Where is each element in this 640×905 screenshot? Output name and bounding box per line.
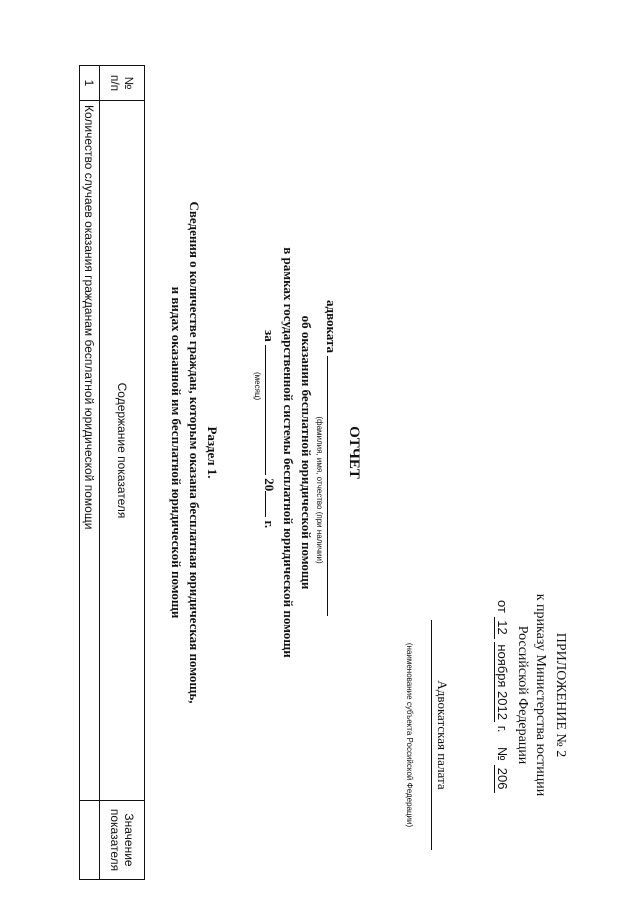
header-num	[100, 66, 145, 101]
period-caption: (месяц)	[253, 372, 262, 401]
section-heading-2: и видах оказанной им бесплатной юридической помощи	[169, 286, 184, 619]
chamber-name: Адвокатская палата	[431, 620, 450, 850]
annex-title: ПРИЛОЖЕНИЕ № 2	[553, 632, 568, 758]
report-subtitle-1: об оказании бесплатной юридической помощи	[299, 315, 314, 590]
table-header-row	[100, 66, 145, 880]
annex-order-line: к приказу Министерства юстиции	[533, 593, 548, 797]
section-title: Раздел 1.	[205, 426, 220, 479]
section-heading-1: Сведения о количестве граждан, которым оказана бесплатная юридическая помощь,	[187, 201, 202, 704]
header-content: Содержание показателя	[100, 101, 145, 801]
date-prefix: от	[495, 600, 510, 613]
period-year-prefix: 20	[262, 478, 277, 492]
header-value-line1: Значение	[122, 813, 136, 867]
date-suffix: г.	[495, 725, 510, 733]
order-number: 206	[494, 765, 510, 793]
lawyer-caption: (фамилия, имя, отчество (при наличии)	[315, 416, 324, 564]
number-prefix: №	[495, 747, 510, 761]
indicators-table	[79, 65, 145, 880]
header-value-line2: показателя	[108, 808, 122, 872]
report-title: ОТЧЕТ	[346, 426, 362, 479]
date-month-year: ноября 2012	[494, 642, 510, 722]
period-month-field	[265, 345, 278, 475]
row-content: Количество случаев оказания гражданам бесплатной юридической помощи	[80, 101, 100, 801]
header-num-line2: п/п	[108, 74, 122, 92]
annex-date-line	[494, 600, 510, 793]
row-value	[80, 801, 100, 880]
row-num: 1	[80, 66, 100, 101]
header-value	[100, 801, 145, 880]
lawyer-name-field	[327, 356, 340, 616]
date-day: 12	[494, 617, 510, 639]
period-prefix: за	[262, 330, 277, 342]
chamber-caption: (наименование субъекта Российской Федерации)	[405, 642, 414, 828]
period-year-field	[265, 491, 278, 517]
period-line	[261, 330, 278, 528]
header-num-line1: №	[122, 76, 136, 90]
report-subtitle-2: в рамках государственной системы бесплатной юридической помощи	[281, 247, 296, 658]
annex-federation-line: Российской Федерации	[515, 625, 530, 765]
lawyer-line	[323, 300, 340, 616]
table-row	[80, 66, 100, 880]
lawyer-label: адвоката	[324, 300, 339, 354]
period-suffix: г.	[262, 520, 277, 529]
